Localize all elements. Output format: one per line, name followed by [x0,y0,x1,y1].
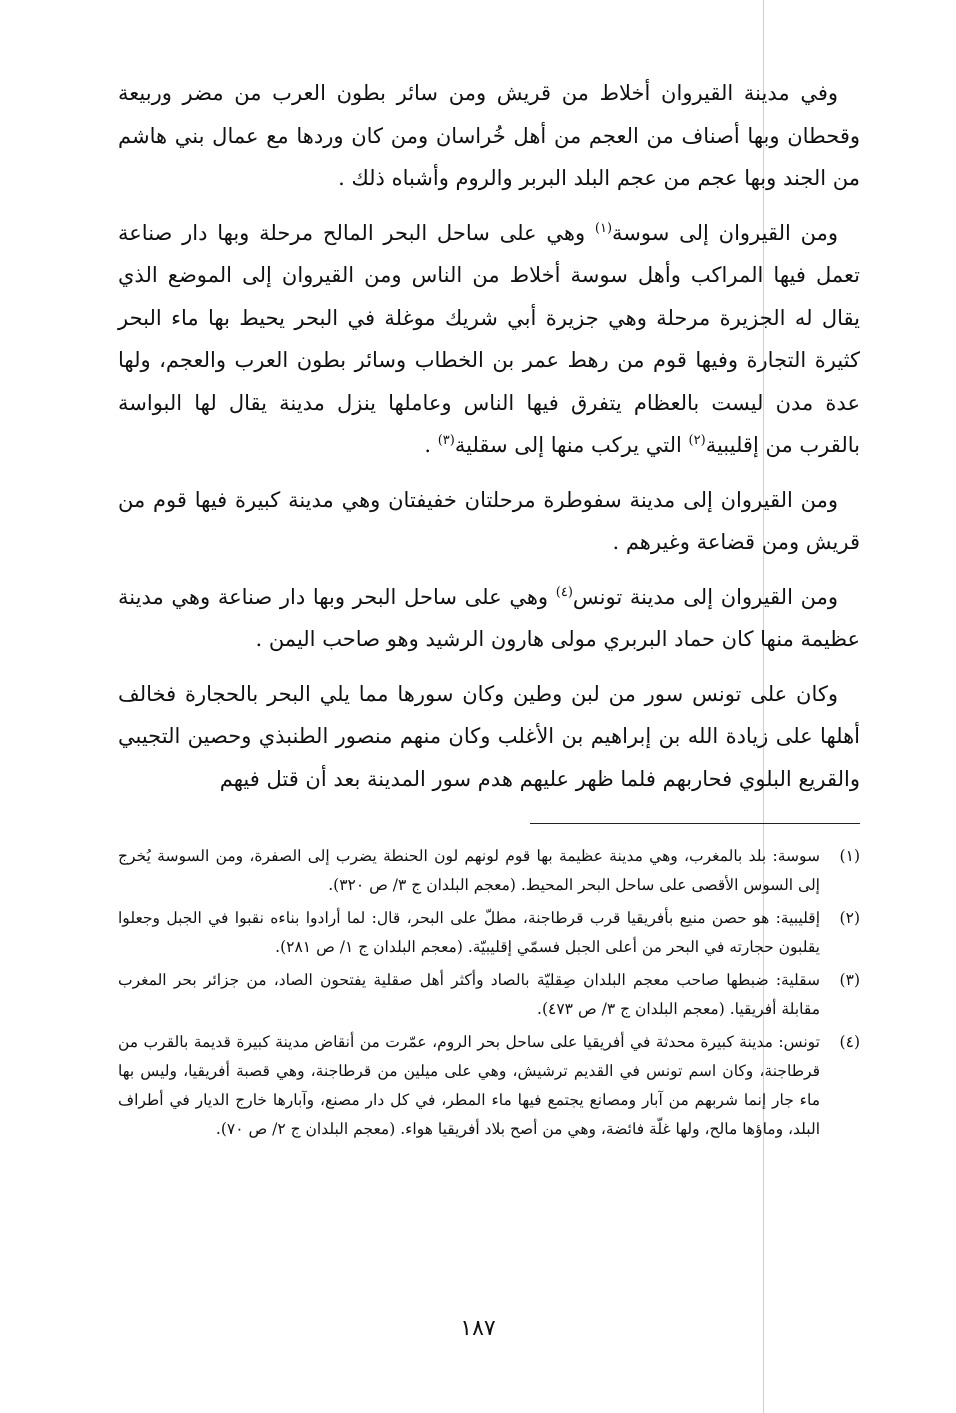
paragraph-4 [118,576,860,661]
page-number: ١٨٧ [460,1316,496,1341]
footnote-ref-3[interactable]: (٣) [437,433,455,448]
paragraph-text: وكان على تونس سور من لبن وطين وكان سورها مما يلي البحر بالحجارة فخالف أهلها على زيادة الله بن إبراهيم بن الأغلب وكان منهم منصور الطنبذي وحصين التجيبي والقريع البلوي فحاربهم فلما ظهر عليهم هدم سور المدينة بعد أن قتل فيهم [118,681,860,791]
footnote-text: إقليبية: هو حصن منيع بأفريقيا قرب قرطاجنة، مطلّ على البحر، قال: لما أرادوا بناءه نقبوا في الجبل وجعلوا يقلبون حجارته في البحر من أعلى الجبل فسمّي إقليبيّة. (معجم البلدان ج ١/ ص ٢٨١). [118,909,820,956]
paragraph-text: وفي مدينة القيروان أخلاط من قريش ومن سائر بطون العرب من مضر وربيعة وقحطان وبها أصناف من العجم من أهل خُراسان ومن كان وردها مع عمال بني هاشم من الجند وبها عجم من عجم البلد البربر والروم وأشباه ذلك . [118,81,860,190]
paragraph-3 [118,479,860,564]
footnotes-section [118,842,860,1148]
footnote-text: تونس: مدينة كبيرة محدثة في أفريقيا على ساحل بحر الروم، عمّرت من أنقاض مدينة كبيرة قديمة بالقرب من قرطاجنة، وكان اسم تونس في القديم ترشيش، وهي على ميلين من قرطاجنة، وهي قصبة أفريقيا، وليس بها ماء جار إنما شربهم من آبار ومصانع يجتمع فيها ماء المطر، في كل دار مصنع، وآبارها خارج الديار في أطراف البلد، وماؤها مالح، ولها غلّة فائضة، وهي من أصح بلاد أفريقيا هواء. (معجم البلدان ج ٢/ ص ٧٠). [118,1033,820,1138]
paragraph-5 [118,673,860,801]
footnote-number: (١) [839,847,860,865]
footnote-number: (٣) [839,971,860,989]
footnote-ref-4[interactable]: (٤) [555,584,573,600]
footnote-divider [530,823,860,824]
footnote-2 [118,904,860,962]
footnote-number: (٤) [839,1033,860,1051]
paragraph-text: ومن القيروان إلى مدينة سفوطرة مرحلتان خفيفتان وهي مدينة كبيرة فيها قوم من قريش ومن قضاعة وغيرهم . [118,487,860,554]
paragraph-text: التي يركب منها إلى سقلية [454,433,682,457]
footnote-ref-2[interactable]: (٢) [688,433,706,448]
paragraph-text: ومن القيروان إلى مدينة تونس [572,584,838,609]
paragraph-text: وهي على ساحل البحر وبها دار صناعة وهي مدينة عظيمة منها كان حماد البربري مولى هارون الرشيد وهو صاحب اليمن . [118,584,860,651]
footnote-3 [118,966,860,1024]
paragraph-text: . [424,433,432,457]
footnote-4 [118,1028,860,1144]
main-text-body [118,72,860,812]
paragraph-1 [118,72,860,200]
footnote-text: سوسة: بلد بالمغرب، وهي مدينة عظيمة بها قوم لونهم لون الحنطة يضرب إلى الصفرة، ومن السوسة يُخرج إلى السوس الأقصى على ساحل البحر المحيط. (معجم البلدان ج ٣/ ص ٣٢٠). [118,847,820,894]
paragraph-2 [118,212,860,467]
paragraph-text: وهي على ساحل البحر المالح مرحلة وبها دار صناعة تعمل فيها المراكب وأهل سوسة أخلاط من الناس ومن القيروان إلى الموضع الذي يقال له الجزيرة مرحلة وهي جزيرة أبي شريك موغلة في البحر يحيط بها ماء البحر كثيرة التجارة وفيها قوم من رهط عمر بن الخطاب وسائر بطون العرب والعجم، ولها عدة مدن ليست بالعظام يتفرق فيها الناس وعاملها ينزل مدينة يقال لها البواسة بالقرب من إقليبية [118,220,860,457]
footnote-ref-1[interactable]: (١) [594,220,613,236]
paragraph-text: ومن القيروان إلى سوسة [612,220,838,245]
footnote-text: سقلية: ضبطها صاحب معجم البلدان صِقليّة بالصاد وأكثر أهل صقلية يفتحون الصاد، من جزائر بحر المغرب مقابلة أفريقيا. (معجم البلدان ج ٣/ ص ٤٧٣). [118,971,820,1018]
footnote-number: (٢) [839,909,860,927]
footnote-1 [118,842,860,900]
